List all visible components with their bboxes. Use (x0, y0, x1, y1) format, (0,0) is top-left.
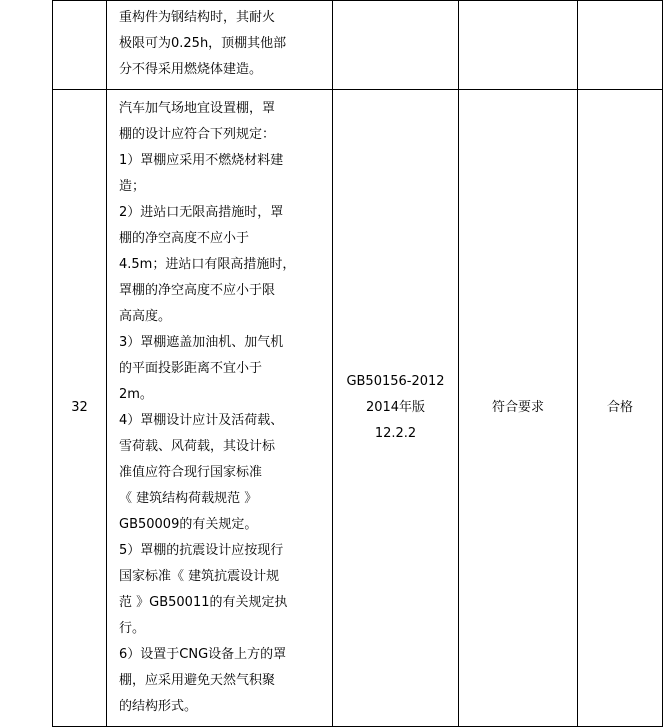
description-line: 罩棚的净空高度不应小于限 (119, 283, 276, 298)
description-line: 《 建筑结构荷载规范 》 (119, 491, 258, 506)
cell-conclusion (578, 1, 663, 90)
description-line: 的平面投影距离不宜小于 (119, 361, 263, 376)
description-line: 4）罩棚设计应计及活荷载、 (119, 413, 284, 428)
description-line: 3）罩棚遮盖加油机、加气机 (119, 335, 284, 350)
table-row (53, 90, 663, 727)
description-text (107, 1, 332, 89)
description-line: 重构件为钢结构时，其耐火 (119, 10, 276, 25)
description-line: 准值应符合现行国家标准 (119, 465, 263, 480)
description-line: 5）罩棚的抗震设计应按现行 (119, 543, 284, 558)
description-line: 行。 (119, 621, 146, 636)
description-line: 2m。 (119, 387, 153, 402)
cell-row-number (53, 90, 107, 727)
cell-description (107, 1, 333, 90)
row-number-text: 32 (71, 400, 88, 415)
description-line: 高高度。 (119, 309, 172, 324)
cell-row-number (53, 1, 107, 90)
description-line: 棚，应采用避免天然气积聚 (119, 673, 276, 688)
conclusion-text: 合格 (606, 400, 633, 415)
description-line: 6）设置于CNG设备上方的罩 (119, 647, 287, 662)
description-line: 造； (119, 179, 146, 194)
description-line: 国家标准《 建筑抗震设计规 (119, 569, 280, 584)
description-line: GB50009的有关规定。 (119, 517, 258, 532)
cell-standard (333, 1, 459, 90)
standard-line: GB50156-2012 (346, 374, 445, 389)
cell-conclusion (578, 90, 663, 727)
cell-description (107, 90, 333, 727)
inspection-table (52, 0, 663, 727)
description-text (107, 90, 332, 726)
row-number-text (53, 40, 106, 50)
description-line: 的结构形式。 (119, 699, 198, 714)
description-line: 分不得采用燃烧体建造。 (119, 62, 263, 77)
standard-text (333, 363, 458, 453)
description-line: 范 》GB50011的有关规定执 (119, 595, 288, 610)
standard-line: 12.2.2 (374, 426, 417, 441)
cell-result (459, 1, 578, 90)
result-text (459, 40, 577, 50)
standard-text (333, 40, 458, 50)
description-line: 汽车加气场地宜设置棚，罩 (119, 101, 276, 116)
standard-line: 2014年版 (365, 400, 426, 415)
result-text: 符合要求 (491, 400, 544, 415)
description-line: 2）进站口无限高措施时，罩 (119, 205, 284, 220)
conclusion-text (578, 40, 662, 50)
table-row (53, 1, 663, 90)
description-line: 1）罩棚应采用不燃烧材料建 (119, 153, 284, 168)
description-line: 极限可为0.25h，顶棚其他部 (119, 36, 287, 51)
description-line: 雪荷载、风荷载，其设计标 (119, 439, 276, 454)
cell-result (459, 90, 578, 727)
description-line: 4.5m；进站口有限高措施时， (119, 257, 296, 272)
cell-standard (333, 90, 459, 727)
description-line: 棚的净空高度不应小于 (119, 231, 250, 246)
description-line: 棚的设计应符合下列规定： (119, 127, 276, 142)
